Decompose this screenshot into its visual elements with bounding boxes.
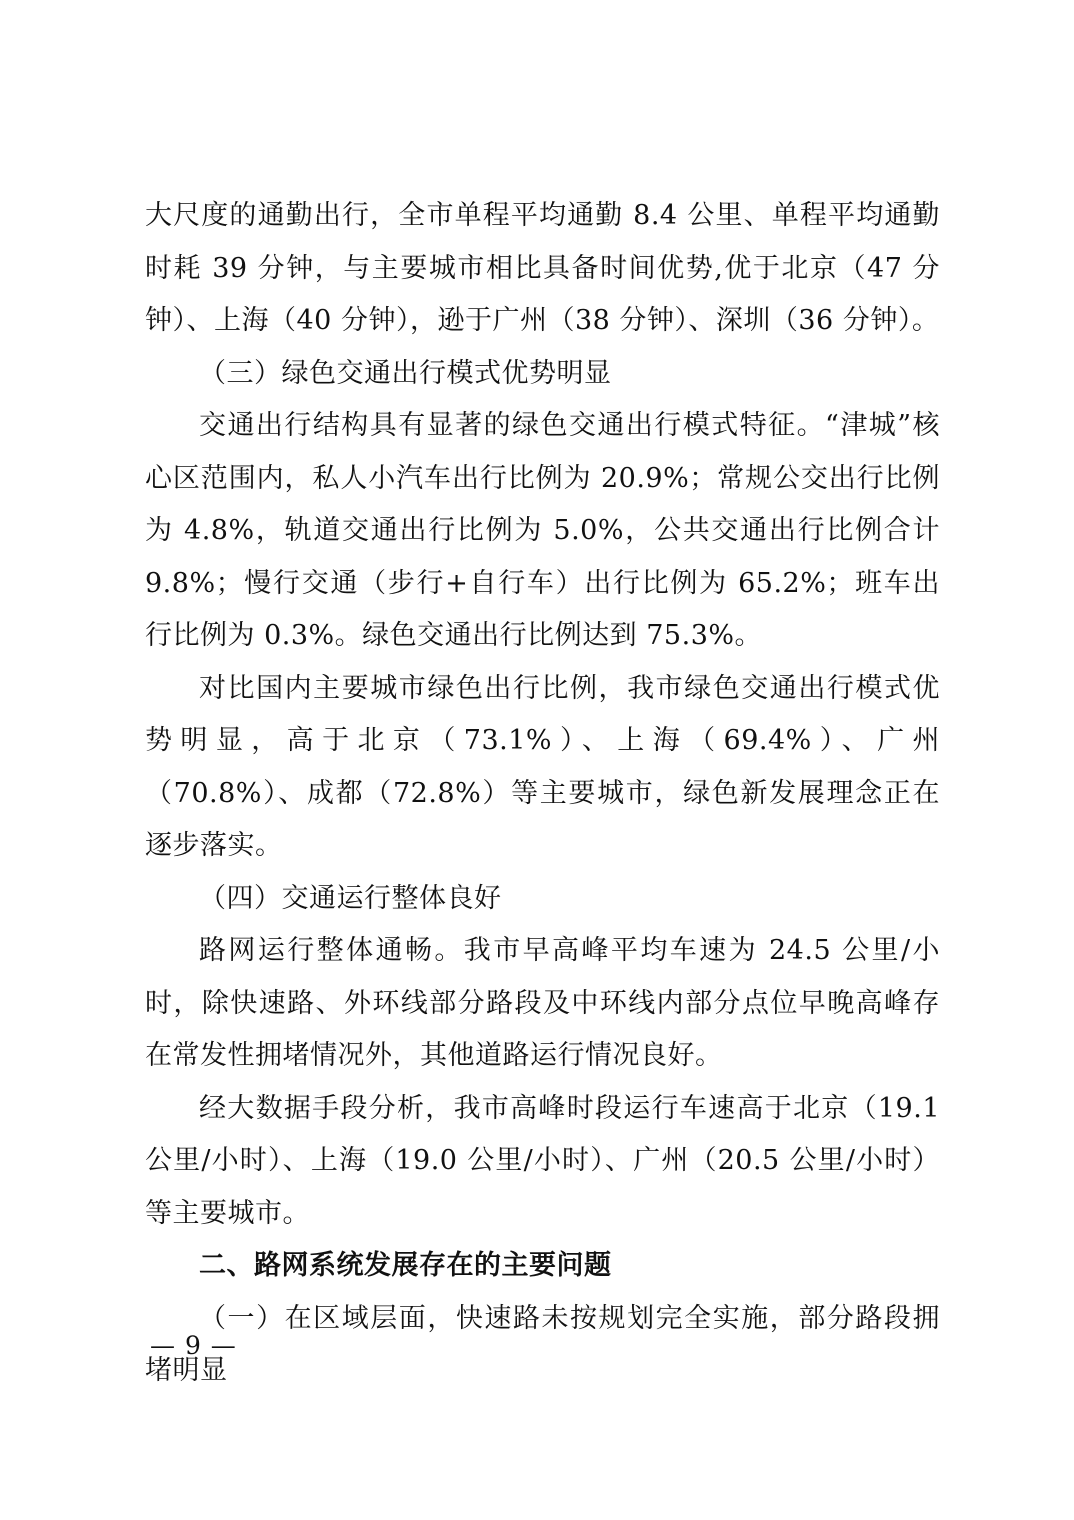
paragraph-commute-time: 大尺度的通勤出行，全市单程平均通勤 8.4 公里、单程平均通勤时耗 39 分钟，与主要城市相比具备时间优势,优于北京（47 分钟）、上海（40 分钟），逊于广州（38 分钟）、深圳（36 分钟）。 [145, 200, 940, 336]
paragraph-city-comparison-green: 对比国内主要城市绿色出行比例，我市绿色交通出行模式优势明显，高于北京（73.1%）、上海（69.4%）、广州（70.8%）、成都（72.8%）等主要城市，绿色新发展理念正在逐步落实。 [145, 672, 940, 861]
paragraph-travel-structure: 交通出行结构具有显著的绿色交通出行模式特征。“津城”核心区范围内，私人小汽车出行比例为 20.9%；常规公交出行比例为 4.8%，轨道交通出行比例为 5.0%，公共交通出行比例合计 9.8%；慢行交通（步行+自行车）出行比例为 65.2%；班车出行比例为 0.3%。绿色交通出行比例达到 75.3%。 [145, 410, 940, 651]
heading-traffic-operation: （四）交通运行整体良好 [199, 882, 502, 914]
section-heading-main-problems: 二、路网系统发展存在的主要问题 [199, 1250, 612, 1281]
page-number: — 9 — [150, 1331, 237, 1360]
paragraph-road-network-speed: 路网运行整体通畅。我市早高峰平均车速为 24.5 公里/小时，除快速路、外环线部分路段及中环线内部分点位早晚高峰存在常发性拥堵情况外，其他道路运行情况良好。 [145, 935, 940, 1071]
heading-green-travel: （三）绿色交通出行模式优势明显 [199, 357, 612, 389]
paragraph-big-data-analysis: 经大数据手段分析，我市高峰时段运行车速高于北京（19.1 公里/小时）、上海（19.0 公里/小时）、广州（20.5 公里/小时）等主要城市。 [145, 1092, 940, 1229]
paragraph-expressway-issue: （一）在区域层面，快速路未按规划完全实施，部分路段拥堵明显 [145, 1302, 940, 1386]
document-body [145, 190, 940, 1398]
